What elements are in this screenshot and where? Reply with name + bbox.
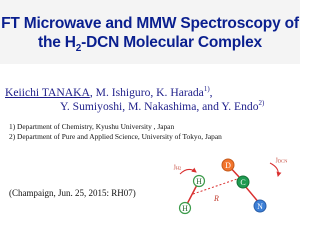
affiliation-list xyxy=(9,122,222,142)
jdcn-arrow xyxy=(270,163,278,176)
presenter-name: Keiichi TANAKA xyxy=(5,85,90,99)
atom-label-c: C xyxy=(240,178,246,187)
atom-label-h-top: H xyxy=(196,177,202,186)
title-line-1: FT Microwave and MMW Spectroscopy of xyxy=(1,15,299,32)
atom-label-d: D xyxy=(225,161,231,170)
title-line-2: the $H_2$-DCN Molecular Complex xyxy=(38,34,262,55)
atom-label-h-bottom: H xyxy=(182,204,188,213)
slide-title xyxy=(0,14,300,55)
affiliation-1: 1) Department of Chemistry, Kyushu University , Japan xyxy=(9,122,175,131)
author-line-1: Keiichi TANAKA, M. Ishiguro, K. Harada$^{1)}$, xyxy=(5,85,213,99)
jdcn-label: $j_{DCN}$ xyxy=(276,156,288,164)
conference-info: (Champaign, Jun. 25, 2015: RH07) xyxy=(9,188,136,198)
r-label: R xyxy=(214,194,219,203)
atom-label-n: N xyxy=(257,202,263,211)
author-line-2: Y. Sumiyoshi, M. Nakashima, and Y. Endo$^{2)}$ xyxy=(60,99,265,113)
molecular-complex-diagram xyxy=(170,154,300,225)
jh2-label: $j_{H2}$ xyxy=(174,163,182,171)
jh2-arrow xyxy=(180,169,196,174)
affiliation-2: 2) Department of Pure and Applied Science, University of Tokyo, Japan xyxy=(9,132,222,141)
